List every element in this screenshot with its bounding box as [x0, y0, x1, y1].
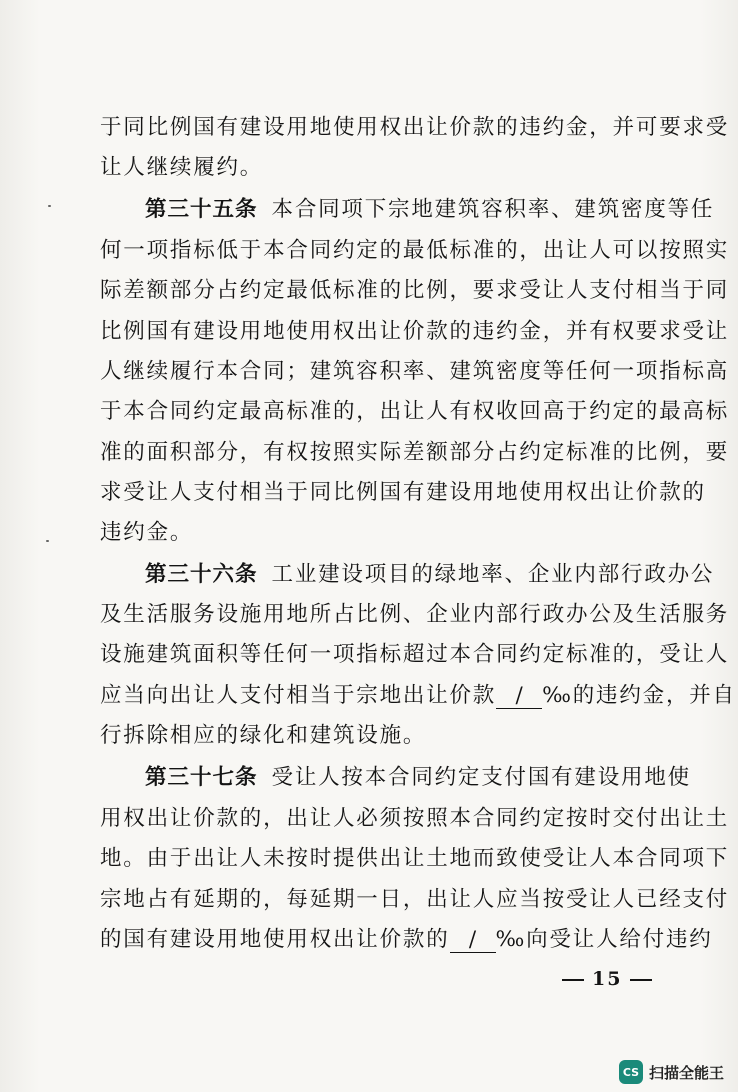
- article-heading: 第三十七条: [145, 765, 258, 790]
- scanner-watermark: [619, 1060, 724, 1084]
- text-segment: 应当向出让人支付相当于宗地出让价款: [100, 683, 497, 708]
- text-line: 地。由于出让人未按时提供出让土地而致使受让人本合同项下: [100, 846, 730, 871]
- article-35-heading-line: [145, 195, 714, 225]
- article-text: 受让人按本合同约定支付国有建设用地使: [271, 765, 691, 790]
- text-line: 用权出让价款的，出让人必须按照本合同约定按时交付出让土: [100, 806, 730, 831]
- watermark-text: 扫描全能王: [648, 1063, 724, 1082]
- article-heading: 第三十六条: [145, 562, 258, 587]
- text-line: 设施建筑面积等任何一项指标超过本合同约定标准的，受让人: [100, 642, 730, 667]
- article-heading: 第三十五条: [145, 197, 258, 222]
- text-line: 于本合同约定最高标准的，出让人有权收回高于约定的最高标: [100, 399, 730, 424]
- text-segment: ‰的违约金，并自: [542, 683, 736, 708]
- article-text: 工业建设项目的绿地率、企业内部行政办公: [271, 562, 715, 587]
- page-number: [554, 968, 660, 990]
- page-number-value: 15: [592, 968, 623, 990]
- text-line: 何一项指标低于本合同约定的最低标准的，出让人可以按照实: [100, 238, 730, 263]
- dash-right: [630, 979, 652, 981]
- text-line: [100, 925, 713, 955]
- text-line: 及生活服务设施用地所占比例、企业内部行政办公及生活服务: [100, 602, 730, 627]
- scan-speck: [48, 205, 51, 207]
- text-line: 宗地占有延期的，每延期一日，出让人应当按受让人已经支付: [100, 887, 730, 912]
- text-line: 行拆除相应的绿化和建筑设施。: [100, 723, 427, 748]
- fill-blank: /: [496, 684, 542, 709]
- text-line: 求受让人支付相当于同比例国有建设用地使用权出让价款的: [100, 480, 706, 505]
- scan-speck: [46, 540, 49, 542]
- text-segment: ‰向受让人给付违约: [495, 927, 713, 952]
- dash-left: [562, 979, 584, 981]
- article-37-heading-line: [145, 763, 691, 793]
- text-line: [100, 681, 736, 711]
- article-text: 本合同项下宗地建筑容积率、建筑密度等任: [271, 197, 715, 222]
- text-line: 违约金。: [100, 520, 194, 545]
- text-line: 人继续履行本合同；建筑容积率、建筑密度等任何一项指标高: [100, 359, 730, 384]
- text-line: 比例国有建设用地使用权出让价款的违约金，并有权要求受让: [100, 319, 730, 344]
- text-line: 准的面积部分，有权按照实际差额部分占约定标准的比例，要: [100, 440, 730, 465]
- fill-blank: /: [450, 928, 496, 953]
- text-line: 让人继续履约。: [100, 155, 264, 180]
- camscanner-logo-icon: CS: [619, 1060, 643, 1084]
- article-36-heading-line: [145, 560, 714, 590]
- text-line: 际差额部分占约定最低标准的比例，要求受让人支付相当于同: [100, 278, 730, 303]
- text-segment: 的国有建设用地使用权出让价款的: [100, 927, 450, 952]
- text-line: 于同比例国有建设用地使用权出让价款的违约金，并可要求受: [100, 115, 730, 140]
